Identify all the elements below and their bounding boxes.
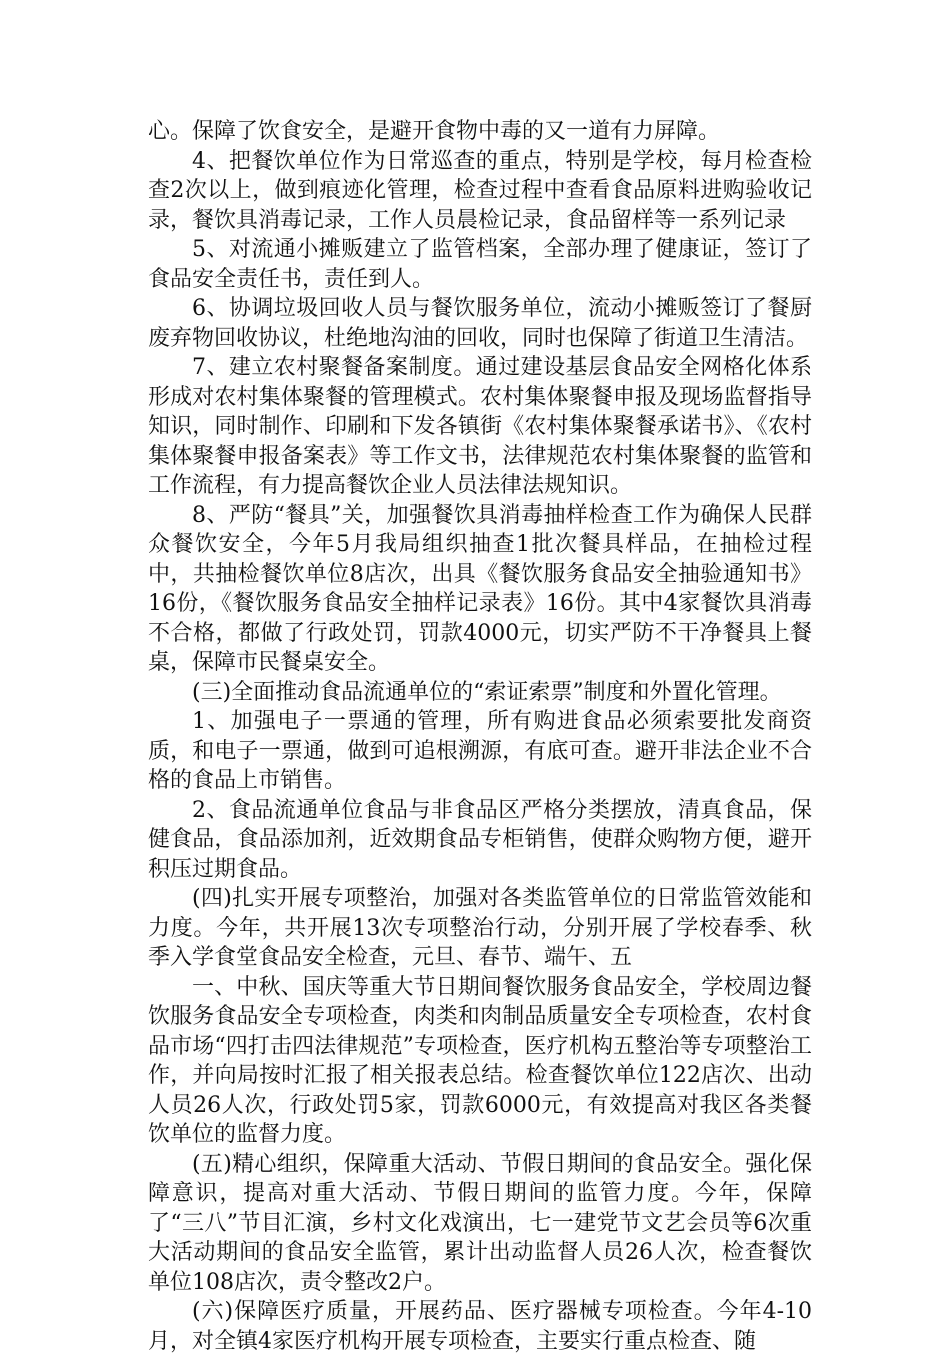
document-body xyxy=(148,117,812,1356)
section-paragraph-5: (五)精心组织，保障重大活动、节假日期间的食品安全。强化保障意识，提高对重大活动、节假日期间的监管力度。今年，保障了“三八”节目汇演，乡村文化戏演出，七一建党节文艺会员等6次重大活动期间的食品安全监管，累计出动监督人员26人次，检查餐饮单位108店次，责令整改2户。 xyxy=(148,1151,812,1295)
paragraph-8: 2、食品流通单位食品与非食品区严格分类摆放，清真食品，保健食品，食品添加剂，近效期食品专柜销售，使群众购物方便，避开积压过期食品。 xyxy=(148,797,812,882)
paragraph-3: 5、对流通小摊贩建立了监管档案，全部办理了健康证，签订了食品安全责任书，责任到人。 xyxy=(148,237,812,292)
paragraph-4: 6、协调垃圾回收人员与餐饮服务单位，流动小摊贩签订了餐厨废弃物回收协议，杜绝地沟油的回收，同时也保障了街道卫生清洁。 xyxy=(148,296,812,351)
paragraph-1: 心。保障了饮食安全，是避开食物中毒的又一道有力屏障。 xyxy=(148,119,721,144)
paragraph-7: 1、加强电子一票通的管理，所有购进食品必须索要批发商资质，和电子一票通，做到可追根溯源，有底可查。避开非法企业不合格的食品上市销售。 xyxy=(148,709,812,793)
paragraph-5: 7、建立农村聚餐备案制度。通过建设基层食品安全网格化体系形成对农村集体聚餐的管理模式。农村集体聚餐申报及现场监督指导知识，同时制作、印刷和下发各镇街《农村集体聚餐承诺书》、《农村集体聚餐申报备案表》等工作文书，法律规范农村集体聚餐的监管和工作流程，有力提高餐饮企业人员法律法规知识。 xyxy=(148,355,812,498)
paragraph-9: 一、中秋、国庆等重大节日期间餐饮服务食品安全，学校周边餐饮服务食品安全专项检查，肉类和肉制品质量安全专项检查，农村食品市场“四打击四法律规范”专项检查，医疗机构五整治等专项整治工作，并向局按时汇报了相关报表总结。检查餐饮单位122店次、出动人员26人次，行政处罚5家，罚款6000元，有效提高对我区各类餐饮单位的监督力度。 xyxy=(148,974,812,1147)
section-paragraph-4: (四)扎实开展专项整治，加强对各类监管单位的日常监管效能和力度。今年，共开展13次专项整治行动，分别开展了学校春季、秋季入学食堂食品安全检查，元旦、春节、端午、五 xyxy=(148,886,812,970)
section-paragraph-6: (六)保障医疗质量，开展药品、医疗器械专项检查。今年4-10月，对全镇4家医疗机构开展专项检查，主要实行重点检查、随 xyxy=(148,1299,812,1354)
section-heading-3: (三)全面推动食品流通单位的“索证索票”制度和外置化管理。 xyxy=(192,679,782,705)
paragraph-2: 4、把餐饮单位作为日常巡查的重点，特别是学校，每月检查检查2次以上，做到痕迹化管理，检查过程中查看食品原料进购验收记录，餐饮具消毒记录，工作人员晨检记录，食品留样等一系列记录 xyxy=(148,148,812,233)
paragraph-6: 8、严防“餐具”关，加强餐饮具消毒抽样检查工作为确保人民群众餐饮安全，今年5月我局组织抽查1批次餐具样品，在抽检过程中，共抽检餐饮单位8店次，出具《餐饮服务食品安全抽验通知书》16份，《餐饮服务食品安全抽样记录表》16份。其中4家餐饮具消毒不合格，都做了行政处罚，罚款4000元，切实严防不干净餐具上餐桌，保障市民餐桌安全。 xyxy=(148,502,812,675)
